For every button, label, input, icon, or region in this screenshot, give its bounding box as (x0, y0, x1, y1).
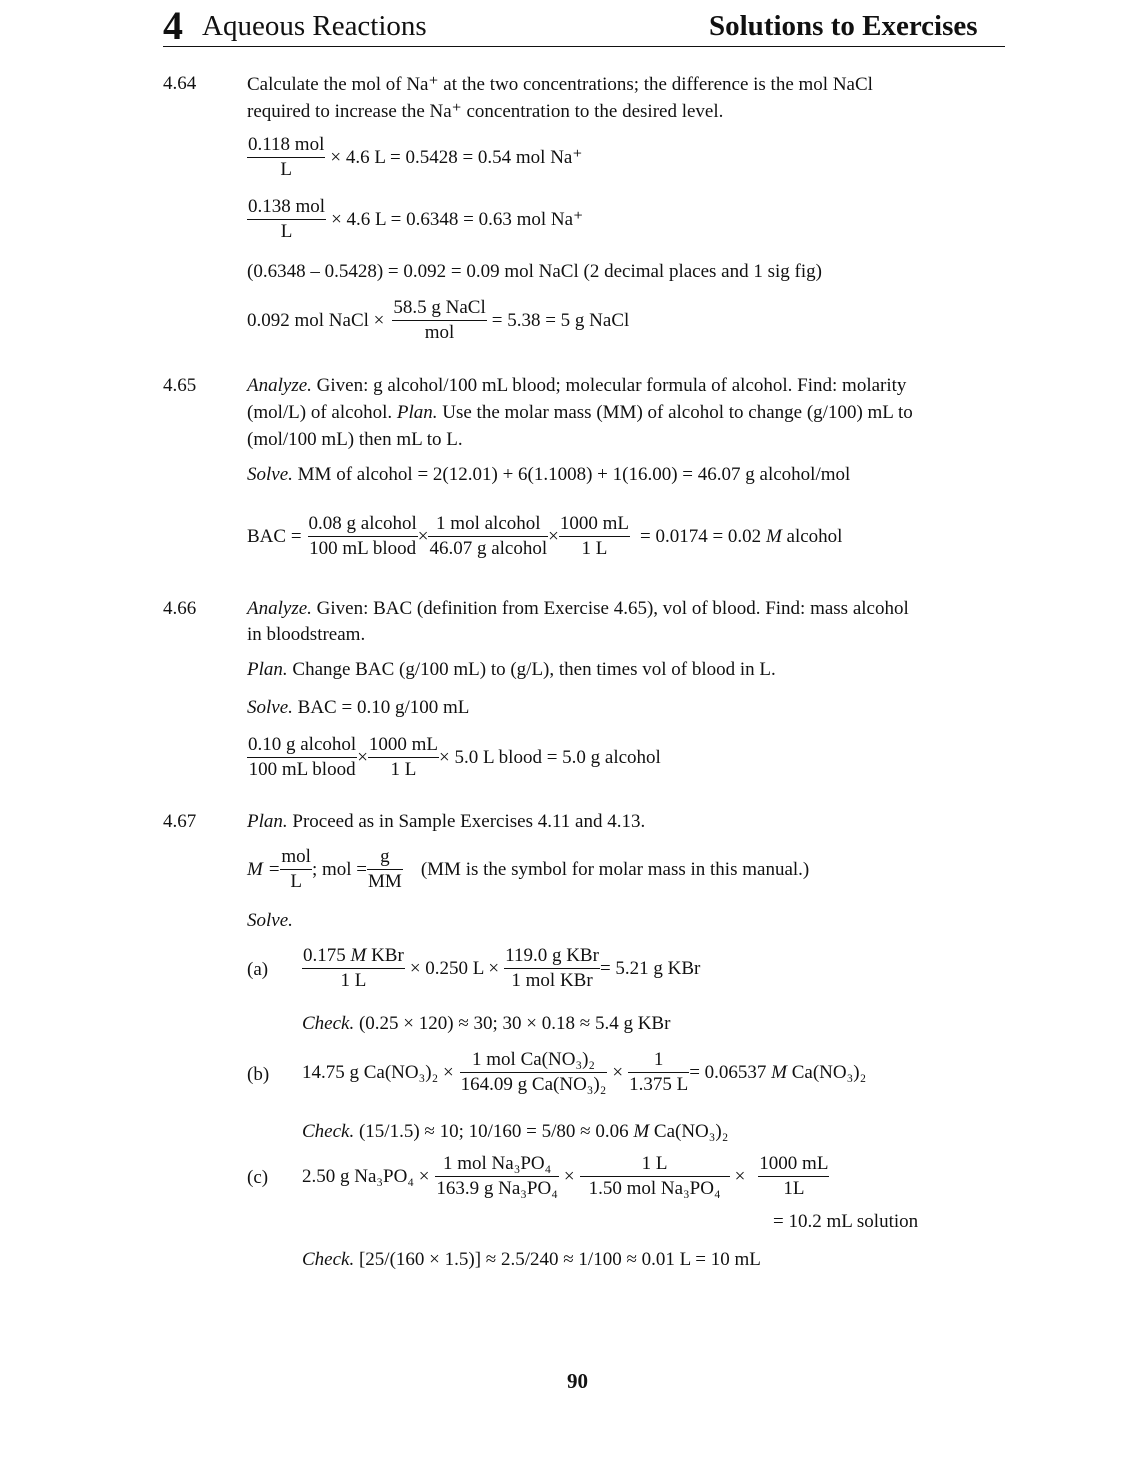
equation-lead: 14.75 g Ca(NO₃)₂ × (302, 1061, 454, 1083)
part-b-check (302, 1121, 728, 1143)
analyze-label: Analyze. (247, 598, 312, 619)
analyze-text: Given: BAC (definition from Exercise 4.65), vol of blood. Find: mass alcohol (316, 598, 909, 619)
check-label: Check. (302, 1013, 355, 1034)
header-rule (163, 46, 1005, 47)
plan-label: Plan. (247, 811, 288, 832)
check-text: (0.25 × 120) ≈ 30; 30 × 0.18 ≈ 5.4 g KBr (358, 1013, 671, 1034)
exercise-number-4-67: 4.67 (163, 811, 197, 832)
denominator: 1.375 L (629, 1074, 689, 1095)
part-a-equation (302, 944, 700, 993)
result-unit: Ca(NO₃)₂ (791, 1061, 867, 1083)
molarity-symbol: M (633, 1121, 650, 1142)
check-text: (15/1.5) ≈ 10; 10/160 = 5/80 ≈ 0.06 (358, 1121, 629, 1142)
equation-lead: 2.50 g Na₃PO₄ × (302, 1165, 430, 1187)
plan-text: Proceed as in Sample Exercises 4.11 and 4.13. (292, 811, 646, 832)
exercise-number-4-66: 4.66 (163, 598, 197, 619)
numerator: 0.10 g alcohol (247, 733, 357, 758)
unit: KBr (371, 945, 404, 966)
denominator: 100 mL blood (309, 538, 417, 559)
ex464-intro-line1: Calculate the mol of Na⁺ at the two concentrations; the difference is the mol NaCl (247, 74, 873, 95)
fraction (428, 512, 548, 561)
fraction (628, 1048, 689, 1097)
exercise-number-4-64: 4.64 (163, 73, 197, 94)
ex467-solve-label: Solve. (247, 910, 293, 931)
ex465-bac-equation (247, 512, 847, 561)
equation-result: = 5.21 g KBr (599, 957, 701, 979)
times-sign: × (357, 746, 368, 768)
plan-text: Use the molar mass (MM) of alcohol to change (g/100) mL to (442, 402, 913, 423)
check-unit: Ca(NO₃)₂ (653, 1121, 729, 1142)
fraction (392, 296, 486, 345)
numerator: 1 mol alcohol (428, 512, 548, 537)
part-c-check (302, 1249, 761, 1271)
ex467-plan-line (247, 811, 645, 833)
fraction (504, 944, 600, 993)
part-b-equation (302, 1048, 866, 1097)
times-sign: × (563, 1165, 575, 1187)
chapter-title: Aqueous Reactions (202, 10, 427, 42)
denominator: 1 L (581, 538, 608, 559)
numerator: 1000 mL (559, 512, 630, 537)
ex467-definitions (247, 845, 809, 894)
numerator: 1000 mL (758, 1152, 829, 1177)
analyze-text: Given: g alcohol/100 mL blood; molecular formula of alcohol. Find: molarity (316, 375, 907, 396)
fraction (367, 845, 403, 894)
fraction (247, 195, 326, 244)
denominator: MM (368, 871, 402, 892)
ex465-solve-line (247, 464, 850, 486)
times-sign: × (612, 1061, 624, 1083)
fraction (280, 845, 312, 894)
numerator: g (367, 845, 403, 870)
equation-mid: × 0.250 L × (409, 957, 500, 979)
numerator: mol (280, 845, 312, 870)
bac-lead: BAC = (247, 525, 302, 547)
denominator: 1L (783, 1178, 805, 1199)
ex464-mass-equation (247, 296, 634, 345)
denominator: 46.07 g alcohol (429, 538, 548, 559)
numerator (302, 944, 405, 969)
part-c-result: = 10.2 mL solution (773, 1211, 919, 1232)
plan-label: Plan. (247, 659, 288, 680)
fraction (368, 733, 439, 782)
fraction (302, 944, 405, 993)
fraction (460, 1048, 608, 1097)
value: 0.175 (303, 945, 346, 966)
line-text: (mol/L) of alcohol. (247, 402, 393, 423)
result-value: = 0.0174 = 0.02 (640, 525, 762, 547)
ex466-line2: in bloodstream. (247, 624, 366, 645)
times-sign: × (734, 1165, 746, 1187)
section-title: Solutions to Exercises (709, 10, 978, 42)
equation-rest: = 5.38 = 5 g NaCl (491, 309, 630, 331)
ex464-equation-2 (247, 195, 588, 244)
bac-result (640, 526, 842, 548)
numerator: 119.0 g KBr (504, 944, 600, 969)
numerator: 0.08 g alcohol (308, 512, 418, 537)
fraction (247, 733, 357, 782)
mol-lead: ; mol = (311, 858, 368, 880)
plan-label: Plan. (396, 402, 438, 423)
equation-rest: × 5.0 L blood = 5.0 g alcohol (439, 746, 661, 768)
fraction (308, 512, 418, 561)
equation-rest: × 4.6 L = 0.6348 = 0.63 mol Na⁺ (331, 209, 584, 230)
ex466-line1 (247, 598, 909, 620)
mm-note: (MM is the symbol for molar mass in this manual.) (420, 858, 810, 880)
numerator: 0.138 mol (247, 195, 326, 220)
ex465-line2 (247, 402, 913, 424)
fraction (758, 1152, 829, 1201)
denominator: L (280, 221, 293, 242)
molarity-symbol: M (765, 525, 782, 547)
equation-result (689, 1062, 866, 1084)
numerator: 1 (628, 1048, 689, 1073)
chapter-number: 4 (163, 3, 183, 48)
numerator: 1000 mL (368, 733, 439, 758)
solve-label: Solve. (247, 464, 293, 485)
numerator: 0.118 mol (247, 133, 325, 158)
numerator: 1 L (580, 1152, 730, 1177)
numerator: 1 mol Na₃PO₄ (435, 1152, 558, 1177)
denominator: 100 mL blood (248, 759, 356, 780)
molarity-symbol: M (350, 945, 367, 966)
ex464-difference-line: (0.6348 – 0.5428) = 0.092 = 0.09 mol NaCl (2 decimal places and 1 sig fig) (247, 261, 822, 282)
times-sign: × (548, 525, 559, 547)
fraction (247, 133, 325, 182)
ex466-equation (247, 733, 661, 782)
equation-lead: 0.092 mol NaCl × (247, 309, 385, 331)
denominator: 163.9 g Na₃PO₄ (436, 1178, 558, 1199)
fraction (435, 1152, 558, 1201)
denominator: L (280, 159, 292, 180)
check-label: Check. (302, 1249, 355, 1270)
denominator: L (290, 871, 302, 892)
result-unit: alcohol (786, 525, 843, 547)
ex464-intro-line2: required to increase the Na⁺ concentration to the desired level. (247, 101, 724, 122)
analyze-label: Analyze. (247, 375, 312, 396)
part-b-label: (b) (247, 1064, 270, 1085)
times-sign: × (417, 525, 429, 547)
molarity-lead: M = (247, 858, 281, 880)
denominator: 1.50 mol Na₃PO₄ (588, 1178, 721, 1199)
molarity-symbol: M (771, 1061, 787, 1083)
solve-label: Solve. (247, 697, 293, 718)
ex465-line1 (247, 375, 906, 397)
ex464-equation-1 (247, 133, 587, 182)
check-text: [25/(160 × 1.5)] ≈ 2.5/240 ≈ 1/100 ≈ 0.01 L = 10 mL (358, 1249, 761, 1270)
denominator: mol (424, 322, 455, 343)
fraction (580, 1152, 730, 1201)
ex466-plan-line (247, 659, 776, 681)
part-a-check (302, 1013, 670, 1035)
ex466-solve-line (247, 697, 469, 719)
part-c-equation (302, 1152, 829, 1201)
denominator: 1 L (390, 759, 417, 780)
exercise-number-4-65: 4.65 (163, 375, 197, 396)
fraction (559, 512, 630, 561)
part-c-label: (c) (247, 1167, 269, 1188)
denominator: 1 mol KBr (511, 970, 593, 991)
result-value: = 0.06537 (689, 1061, 767, 1083)
numerator: 58.5 g NaCl (392, 296, 486, 321)
equation-rest: × 4.6 L = 0.5428 = 0.54 mol Na⁺ (330, 147, 583, 168)
page-number: 90 (567, 1369, 588, 1393)
denominator: 1 L (340, 970, 367, 991)
ex465-line3: (mol/100 mL) then mL to L. (247, 429, 463, 450)
solve-text: BAC = 0.10 g/100 mL (297, 697, 470, 718)
part-a-label: (a) (247, 959, 269, 980)
check-label: Check. (302, 1121, 355, 1142)
numerator: 1 mol Ca(NO₃)₂ (460, 1048, 608, 1073)
plan-text: Change BAC (g/100 mL) to (g/L), then times vol of blood in L. (292, 659, 776, 680)
solve-text: MM of alcohol = 2(12.01) + 6(1.1008) + 1(16.00) = 46.07 g alcohol/mol (297, 464, 851, 485)
denominator: 164.09 g Ca(NO₃)₂ (460, 1074, 607, 1095)
